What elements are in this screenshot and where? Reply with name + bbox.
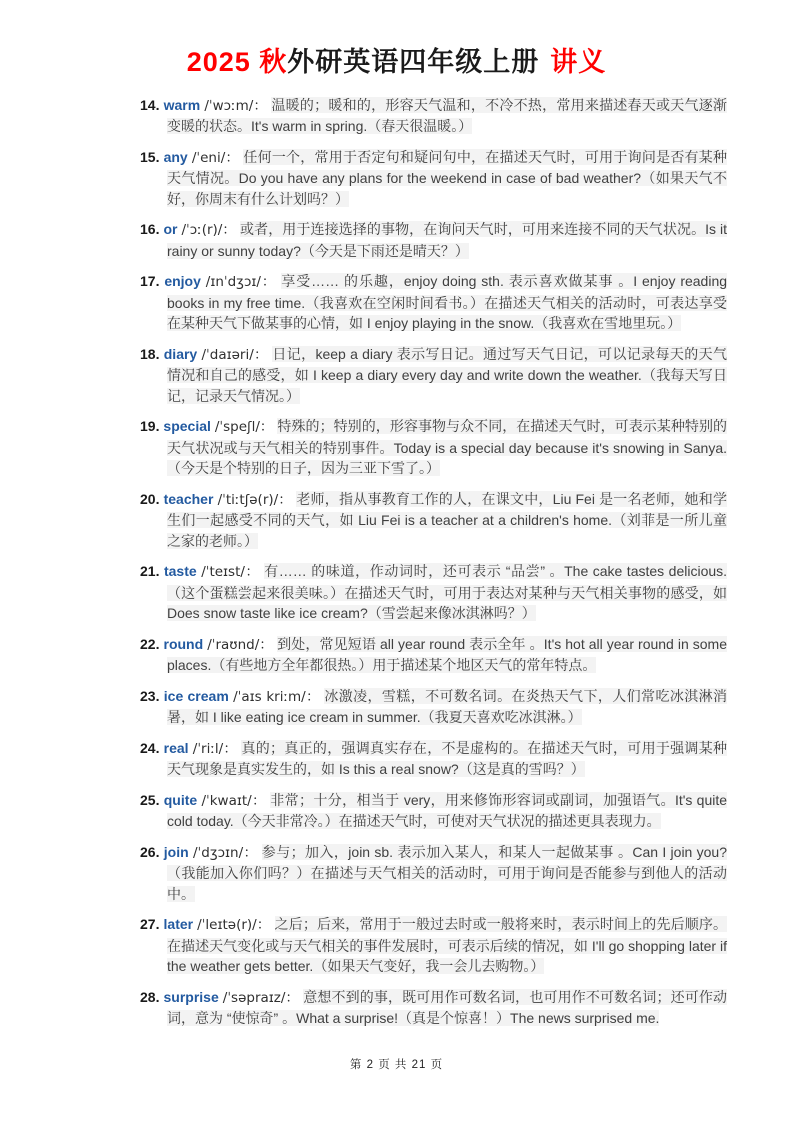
- entry-phonetic: /ˈkwaɪt/：: [201, 792, 266, 809]
- entry-phonetic: /ˈɔː(r)/：: [181, 222, 237, 239]
- entry-word: warm: [163, 96, 201, 113]
- entry-number: 26.: [140, 843, 160, 860]
- title-course-name: 外研英语四年级上册: [287, 47, 540, 77]
- vocab-entry: [140, 95, 727, 137]
- entry-word: taste: [163, 563, 197, 580]
- entry-definition: 温暖的；暖和的，形容天气温和，不冷不热，常用来描述春天或天气逐渐变暖的状态。It's warm in spring.（春天很温暖。）: [167, 96, 728, 135]
- entry-word: real: [163, 739, 189, 756]
- page-number-footer: 第 2 页 共 21 页: [349, 1059, 444, 1071]
- entry-number: 15.: [140, 148, 160, 165]
- entry-definition: 有…… 的味道，作动词时，还可表示 “品尝” 。The cake tastes delicious.（这个蛋糕尝起来很美味。）在描述天气时，可用于表达对某种与天气相关事物的感受，如 Does snow taste like ice cream?（雪尝起来像冰淇淋吗？）: [167, 563, 728, 622]
- entry-definition: 任何一个，常用于否定句和疑问句中，在描述天气时，可用于询问是否有某种天气情况。Do you have any plans for the weekend in case of bad weather?（如果天气不好，你周末有什么计划吗？）: [167, 148, 728, 207]
- entry-definition: 之后；后来，常用于一般过去时或一般将来时，表示时间上的先后顺序。在描述天气变化或与天气相关的事件发展时，可表示后续的情况，如 I'll go shopping later if the weather gets better.（如果天气变好，我一会儿去购物。）: [167, 916, 728, 975]
- vocab-entry: [140, 686, 727, 728]
- entry-phonetic: /ˈteɪst/：: [201, 564, 260, 581]
- entry-number: 25.: [140, 791, 160, 808]
- entry-phonetic: /ˈspeʃl/：: [214, 419, 274, 436]
- entry-number: 27.: [140, 916, 160, 933]
- entry-number: 18.: [140, 345, 160, 362]
- entry-word: surprise: [163, 988, 219, 1005]
- entry-phonetic: /ˈleɪtə(r)/：: [197, 917, 271, 934]
- entry-word: later: [163, 916, 194, 933]
- entry-word: diary: [163, 345, 198, 362]
- entry-number: 24.: [140, 739, 160, 756]
- entry-word: teacher: [163, 490, 214, 507]
- entry-phonetic: /ˈdaɪəri/：: [201, 346, 269, 363]
- entry-word: round: [163, 635, 204, 652]
- entry-number: 19.: [140, 418, 160, 435]
- entry-number: 16.: [140, 221, 160, 238]
- vocab-entry: [140, 489, 727, 552]
- page-title: [0, 0, 793, 80]
- entry-number: 17.: [140, 273, 160, 290]
- vocab-entry: [140, 219, 727, 261]
- entry-number: 23.: [140, 687, 160, 704]
- entry-definition: 老师，指从事教育工作的人，在课文中，Liu Fei 是一名老师，她和学生们一起感受不同的天气，如 Liu Fei is a teacher at a children's home.（刘菲是一所儿童之家的老师。）: [167, 490, 728, 549]
- entry-word: join: [163, 843, 189, 860]
- entry-definition: 享受…… 的乐趣，enjoy doing sth. 表示喜欢做某事 。I enjoy reading books in my free time.（我喜欢在空闲时间看书。）在描述天气相关的活动时，可表达享受在某种天气下做某事的心情，如 I enjoy playing in the snow.（我喜欢在雪地里玩。）: [167, 273, 728, 332]
- vocab-entry: [140, 561, 727, 624]
- entry-definition: 意想不到的事，既可用作可数名词，也可用作不可数名词；还可作动词，意为 “使惊奇” 。What a surprise!（真是个惊喜！）The news surprised me.: [167, 988, 728, 1027]
- title-year-season: 2025 秋: [186, 47, 288, 77]
- entry-definition: 或者，用于连接选择的事物，在询问天气时，可用来连接不同的天气状况。Is it rainy or sunny today?（今天是下雨还是晴天？）: [167, 221, 728, 259]
- entry-definition: 日记，keep a diary 表示写日记。通过写天气日记，可以记录每天的天气情况和自己的感受，如 I keep a diary every day and write down the weather.（我每天写日记，记录天气情况。）: [167, 345, 728, 404]
- entry-phonetic: /ɪnˈdʒɔɪ/：: [205, 274, 277, 291]
- entry-phonetic: /ˈtiːtʃə(r)/：: [217, 491, 293, 508]
- vocab-entry: [140, 842, 727, 905]
- entry-word: quite: [163, 791, 198, 808]
- entry-phonetic: /ˈriːl/：: [192, 740, 238, 757]
- entry-phonetic: /ˈwɔːm/：: [204, 97, 268, 114]
- vocab-entry: [140, 914, 727, 977]
- title-doc-type: 讲义: [550, 47, 607, 77]
- entry-word: any: [163, 148, 188, 165]
- entry-number: 14.: [140, 96, 160, 113]
- entry-word: or: [163, 221, 178, 238]
- entry-word: ice cream: [163, 687, 229, 704]
- entry-definition: 参与；加入，join sb. 表示加入某人，和某人一起做某事 。Can I join you?（我能加入你们吗？）在描述与天气相关的活动时，可用于询问是否能参与到他人的活动中。: [167, 843, 728, 902]
- entry-phonetic: /ˈdʒɔɪn/：: [192, 844, 258, 861]
- entry-word: special: [163, 418, 211, 435]
- entry-number: 28.: [140, 988, 160, 1005]
- entry-phonetic: /ˈaɪs kriːm/：: [233, 688, 321, 705]
- entry-definition: 真的；真正的，强调真实存在，不是虚构的。在描述天气时，可用于强调某种天气现象是真实发生的，如 Is this a real snow?（这是真的雪吗？）: [167, 739, 728, 778]
- entry-definition: 冰激凌，雪糕，不可数名词。在炎热天气下，人们常吃冰淇淋消暑，如 I like eating ice cream in summer.（我夏天喜欢吃冰淇淋。）: [167, 687, 728, 726]
- vocab-entry: [140, 271, 727, 334]
- entry-phonetic: /ˈraʊnd/：: [207, 636, 274, 653]
- vocab-entry: [140, 416, 727, 479]
- vocab-entry: [140, 344, 727, 407]
- vocab-entry: [140, 738, 727, 780]
- entry-definition: 特殊的；特别的，形容事物与众不同，在描述天气时，可表示某种特别的天气状况或与天气相关的特别事件。Today is a special day because it's snowing in Sanya.（今天是个特别的日子，因为三亚下雪了。）: [167, 418, 728, 477]
- entry-definition: 非常；十分，相当于 very，用来修饰形容词或副词，加强语气。It's quite cold today.（今天非常冷。）在描述天气时，可使对天气状况的描述更具表现力。: [167, 791, 728, 830]
- entry-word: enjoy: [164, 273, 201, 290]
- vocab-entry: [140, 147, 727, 210]
- vocab-entry: [140, 790, 727, 832]
- entry-definition: 到处，常见短语 all year round 表示全年 。It's hot all year round in some places.（有些地方全年都很热。）用于描述某个地区天气的常年特点。: [167, 635, 728, 674]
- vocab-list: [140, 95, 727, 1029]
- entry-number: 21.: [140, 563, 160, 580]
- entry-phonetic: /ˈeni/：: [191, 149, 240, 166]
- vocab-entry: [140, 987, 727, 1029]
- entry-phonetic: /ˈsəpraɪz/：: [222, 989, 300, 1006]
- entry-number: 22.: [140, 635, 160, 652]
- vocab-entry: [140, 634, 727, 676]
- entry-number: 20.: [140, 490, 160, 507]
